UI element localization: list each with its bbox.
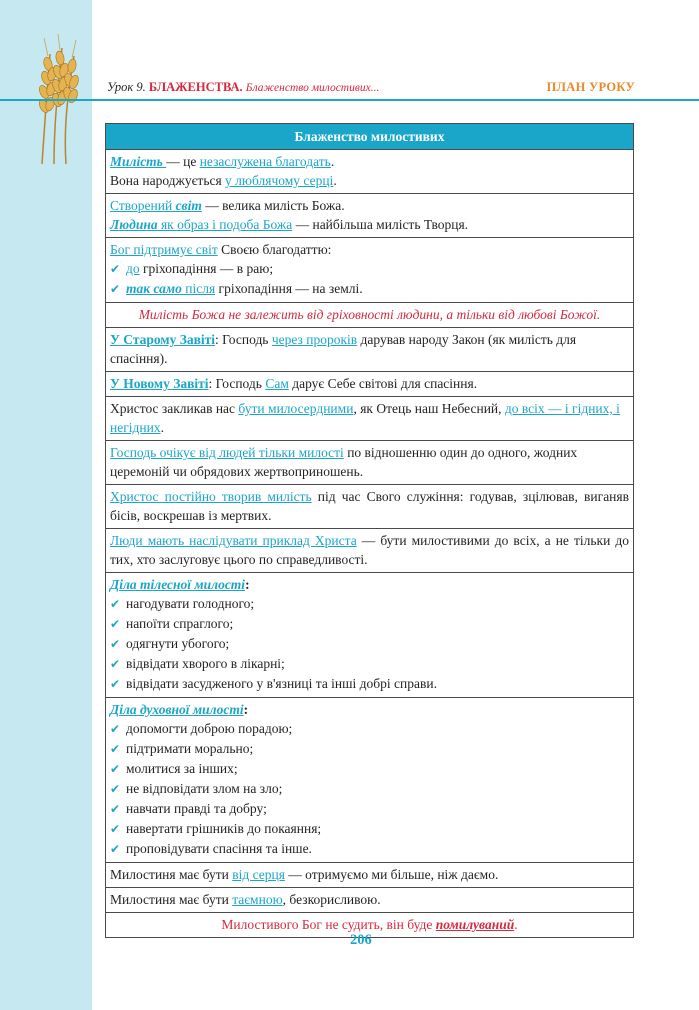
- list-item-text: проповідувати спасіння та інше.: [126, 841, 312, 856]
- checkmark-icon: ✔: [110, 762, 121, 776]
- list-item: [110, 719, 629, 739]
- checkmark-icon: ✔: [110, 637, 121, 651]
- table-row: [106, 485, 634, 529]
- checkmark-icon: ✔: [110, 742, 121, 756]
- link-after[interactable]: після: [181, 281, 216, 296]
- link-old-testament[interactable]: У Старому Завіті: [110, 332, 216, 347]
- text: Милостивого Бог не судить, він буде: [221, 917, 436, 932]
- table-row: [106, 698, 634, 863]
- checkmark-icon: ✔: [110, 597, 121, 611]
- list-item: [110, 634, 629, 654]
- list-item: [110, 779, 629, 799]
- text: , як Отець наш Небесний,: [353, 401, 505, 416]
- list-item-text: не відповідати злом на зло;: [126, 781, 283, 796]
- section-label: ПЛАН УРОКУ: [546, 80, 635, 94]
- lesson-number: Урок 9.: [107, 80, 146, 94]
- link-human[interactable]: Людина: [110, 217, 158, 232]
- table-row: [106, 573, 634, 698]
- text: під час Свого служіння: годував, зцілював, виганяв бісів, воскрешав із мертвих.: [110, 489, 629, 523]
- text: — найбільша милість Творця.: [292, 217, 469, 232]
- link-lord-expects[interactable]: Господь очікує від людей тільки милості: [110, 445, 344, 460]
- link-god-supports[interactable]: Бог підтримує світ: [110, 242, 218, 257]
- list-item: [110, 839, 629, 859]
- list-item-text: молитися за інших;: [126, 761, 238, 776]
- table-title: Блаженство милостивих: [106, 124, 634, 150]
- link-be-merciful[interactable]: бути милосердними: [238, 401, 354, 416]
- checkmark-icon: ✔: [110, 677, 121, 691]
- list-item-text: відвідати хворого в лікарні;: [126, 656, 285, 671]
- table-row: [106, 441, 634, 485]
- list-item: [110, 654, 629, 674]
- text: — велика милість Божа.: [201, 198, 345, 213]
- highlight-pardoned: помилуваний: [435, 917, 515, 932]
- link-bodily-mercy[interactable]: Діла тілесної милості: [110, 577, 246, 592]
- link-christ-mercy[interactable]: Христос постійно творив милість: [110, 489, 312, 504]
- checkmark-icon: ✔: [110, 822, 121, 836]
- text: дарував народу Закон (як милість для спасіння).: [110, 332, 577, 366]
- link-secret[interactable]: таємною: [232, 892, 283, 907]
- table-row: [106, 397, 634, 441]
- link-from-heart[interactable]: від серця: [232, 867, 285, 882]
- link-world[interactable]: світ: [175, 198, 202, 213]
- table-row: [106, 194, 634, 238]
- page-header: [107, 80, 635, 98]
- text: :: [245, 577, 250, 592]
- text: гріхопадіння — в раю;: [139, 261, 274, 276]
- text: Вона народжується: [110, 173, 226, 188]
- text: .: [333, 173, 337, 188]
- checkmark-icon: ✔: [110, 617, 121, 631]
- text: .: [514, 917, 518, 932]
- list-item-text: підтримати морально;: [126, 741, 254, 756]
- text: Своєю благодаттю:: [217, 242, 332, 257]
- link-mercy[interactable]: Милість: [110, 154, 167, 169]
- link-before[interactable]: до: [126, 261, 140, 276]
- text: — отримуємо ми більше, ніж даємо.: [284, 867, 499, 882]
- link-to-all[interactable]: до всіх — і гідних, і негідних: [110, 401, 620, 435]
- lesson-plan-table: [105, 123, 634, 938]
- list-item: [110, 819, 629, 839]
- lesson-subtitle: Блаженство милостивих...: [245, 82, 380, 94]
- checkmark-icon: ✔: [110, 782, 121, 796]
- list-item: [110, 799, 629, 819]
- text: Христос закликав нас: [110, 401, 239, 416]
- link-new-testament[interactable]: У Новому Завіті: [110, 376, 209, 391]
- list-item-text: допомогти доброю порадою;: [126, 721, 293, 736]
- list-item-text: навертати грішників до покаяння;: [126, 821, 322, 836]
- text: Милостиня має бути: [110, 867, 233, 882]
- text: — це: [166, 154, 200, 169]
- text: :: [243, 702, 249, 717]
- checkmark-icon: ✔: [110, 262, 121, 276]
- key-statement: Милість Божа не залежить від гріховності людини, а тільки від любові Божої.: [138, 307, 601, 322]
- link-grace[interactable]: незаслужена благодать: [199, 154, 331, 169]
- list-item: [110, 739, 629, 759]
- checkmark-icon: ✔: [110, 722, 121, 736]
- text: — бути милостивими до всіх, а не тільки до тих, хто заслуговує цього по справедливості.: [110, 533, 629, 567]
- checkmark-icon: ✔: [110, 802, 121, 816]
- table-row: [106, 888, 634, 913]
- lesson-topic: БЛАЖЕНСТВА.: [148, 80, 243, 94]
- table-row: [106, 328, 634, 372]
- text: гріхопадіння — на землі.: [215, 281, 363, 296]
- checkmark-icon: ✔: [110, 282, 121, 296]
- text: Милостиня має бути: [110, 892, 233, 907]
- link-spiritual-mercy[interactable]: Діла духовної милості: [110, 702, 244, 717]
- list-item-text: нагодувати голодного;: [126, 596, 255, 611]
- list-item: [110, 614, 629, 634]
- text: по відношенню один до одного, жодних церемоній чи обрядових жертвоприношень.: [110, 445, 578, 479]
- list-item-text: відвідати засудженого у в'язниці та інші добрі справи.: [126, 676, 437, 691]
- header-divider: [0, 99, 699, 101]
- text: : Господь: [208, 376, 266, 391]
- link-image-likeness[interactable]: як образ і подоба Божа: [157, 217, 293, 232]
- table-row: [106, 529, 634, 573]
- link-created[interactable]: Створений: [110, 198, 176, 213]
- table-row: [106, 303, 634, 328]
- list-item-text: навчати правді та добру;: [126, 801, 267, 816]
- link-prophets[interactable]: через пророків: [271, 332, 358, 347]
- table-row: [106, 238, 634, 303]
- table-header-row: [106, 124, 634, 150]
- table-row: [106, 150, 634, 194]
- link-himself[interactable]: Сам: [265, 376, 289, 391]
- link-same-way[interactable]: так само: [126, 281, 182, 296]
- link-loving-heart[interactable]: у люблячому серці: [225, 173, 334, 188]
- list-item: [110, 759, 629, 779]
- list-item: [110, 594, 629, 614]
- table-row: [106, 372, 634, 397]
- text: .: [160, 420, 164, 435]
- table-row: [106, 863, 634, 888]
- checkmark-icon: ✔: [110, 657, 121, 671]
- page-number: 206: [350, 932, 372, 948]
- list-item-text: одягнути убогого;: [126, 636, 230, 651]
- list-item: [110, 674, 629, 694]
- text: : Господь: [215, 332, 272, 347]
- list-item-text: напоїти спраглого;: [126, 616, 234, 631]
- checkmark-icon: ✔: [110, 842, 121, 856]
- text: .: [330, 154, 335, 169]
- text: дарує Себе світові для спасіння.: [288, 376, 478, 391]
- text: , безкорисливою.: [282, 892, 381, 907]
- link-follow-christ[interactable]: Люди мають наслідувати приклад Христа: [110, 533, 357, 548]
